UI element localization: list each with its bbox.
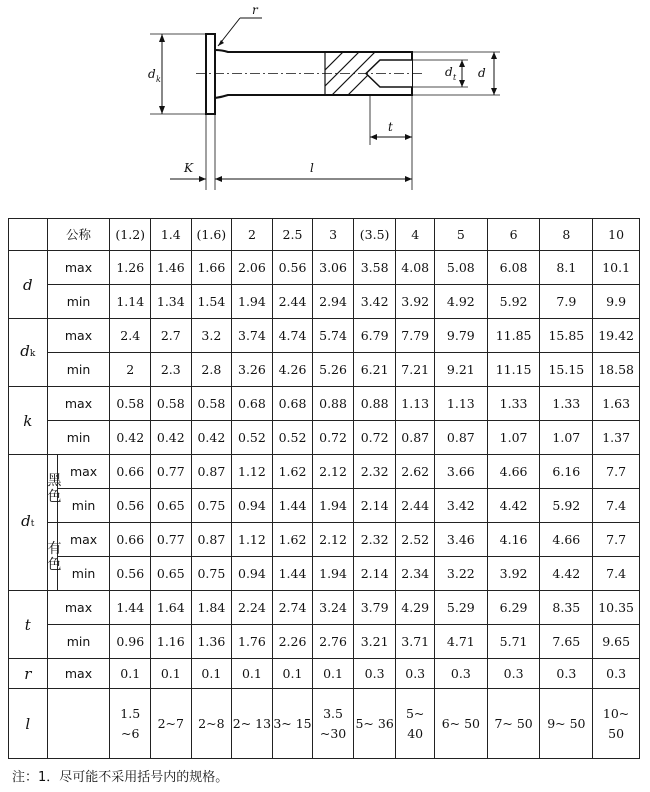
value-cell: 0.87 [434,421,487,455]
value-cell: 2 [110,353,151,387]
value-cell: 0.1 [272,659,313,689]
value-cell: 0.3 [434,659,487,689]
value-cell: 3.21 [353,625,396,659]
t-label: t [388,120,393,134]
l-label: l [310,161,314,175]
value-cell: 5.74 [313,319,354,353]
value-cell: 5.92 [540,489,593,523]
value-cell: 1.66 [191,251,232,285]
min-label: min [47,421,110,455]
value-cell: 5.71 [487,625,540,659]
value-cell: 1.07 [487,421,540,455]
value-cell: 2.12 [313,523,354,557]
value-cell: 3.42 [353,285,396,319]
value-cell: 7.65 [540,625,593,659]
value-cell: 2~8 [191,689,232,759]
rivet-drawing [0,0,650,210]
value-cell: 3.06 [313,251,354,285]
min-label: min [47,353,110,387]
table-row [9,387,640,421]
min-label: min [47,285,110,319]
value-cell: 10~ 50 [593,689,640,759]
value-cell: 3.79 [353,591,396,625]
value-cell: 7.79 [396,319,435,353]
size-cell: 3 [313,219,354,251]
value-cell: 0.3 [396,659,435,689]
table-row [9,353,640,387]
value-cell: 5.92 [487,285,540,319]
value-cell: 1.46 [151,251,192,285]
value-cell: 1.14 [110,285,151,319]
value-cell: 2~ 13 [232,689,273,759]
value-cell: 1.94 [232,285,273,319]
value-cell: 2.32 [353,523,396,557]
value-cell: 1.5 ~6 [110,689,151,759]
value-cell: 10.1 [593,251,640,285]
value-cell: 8.35 [540,591,593,625]
value-cell: 0.58 [191,387,232,421]
value-cell: 19.42 [593,319,640,353]
t-symbol: t [9,591,48,659]
value-cell: 0.52 [232,421,273,455]
value-cell: 0.56 [110,489,151,523]
value-cell: 4.16 [487,523,540,557]
value-cell: 0.94 [232,557,273,591]
value-cell: 3.22 [434,557,487,591]
value-cell: 6.21 [353,353,396,387]
value-cell: 1.37 [593,421,640,455]
value-cell: 5.29 [434,591,487,625]
value-cell: 0.65 [151,489,192,523]
value-cell: 3.46 [434,523,487,557]
value-cell: 0.3 [593,659,640,689]
value-cell: 0.75 [191,489,232,523]
dt-symbol: dt [9,455,48,591]
value-cell: 0.58 [151,387,192,421]
value-cell: 9.9 [593,285,640,319]
value-cell: 2.24 [232,591,273,625]
value-cell: 1.62 [272,523,313,557]
value-cell: 5.26 [313,353,354,387]
value-cell: 1.12 [232,455,273,489]
value-cell: 2.3 [151,353,192,387]
d1-label-sub: t [453,73,457,82]
value-cell: 3.2 [191,319,232,353]
value-cell: 1.33 [487,387,540,421]
max-label: max [57,523,110,557]
value-cell: 0.72 [313,421,354,455]
value-cell: 4.42 [487,489,540,523]
value-cell: 3~ 15 [272,689,313,759]
value-cell: 1.84 [191,591,232,625]
value-cell: 0.94 [232,489,273,523]
value-cell: 2.52 [396,523,435,557]
value-cell: 7.7 [593,523,640,557]
value-cell: 2.62 [396,455,435,489]
k-symbol: k [9,387,48,455]
value-cell: 7.4 [593,489,640,523]
corner-cell [9,219,48,251]
value-cell: 7.21 [396,353,435,387]
value-cell: 1.44 [272,489,313,523]
value-cell: 10.35 [593,591,640,625]
value-cell: 0.3 [540,659,593,689]
value-cell: 4.08 [396,251,435,285]
value-cell: 0.56 [272,251,313,285]
size-cell: 2.5 [272,219,313,251]
value-cell: 5~ 40 [396,689,435,759]
table-row [9,455,640,489]
value-cell: 1.12 [232,523,273,557]
value-cell: 9~ 50 [540,689,593,759]
value-cell: 3.74 [232,319,273,353]
value-cell: 2.32 [353,455,396,489]
value-cell: 1.64 [151,591,192,625]
value-cell: 3.5 ~30 [313,689,354,759]
value-cell: 0.65 [151,557,192,591]
l-symbol: l [9,689,48,759]
value-cell: 0.96 [110,625,151,659]
max-label: max [47,387,110,421]
value-cell: 3.26 [232,353,273,387]
spec-table [8,218,640,759]
value-cell: 1.44 [272,557,313,591]
value-cell: 15.15 [540,353,593,387]
value-cell: 2.7 [151,319,192,353]
table-row [9,523,640,557]
value-cell: 0.88 [313,387,354,421]
value-cell: 0.1 [191,659,232,689]
table-row [9,659,640,689]
dk-label-sub: k [156,75,161,84]
value-cell: 1.13 [396,387,435,421]
value-cell: 2.14 [353,557,396,591]
value-cell: 1.44 [110,591,151,625]
value-cell: 1.07 [540,421,593,455]
max-label: max [57,455,110,489]
value-cell: 4.92 [434,285,487,319]
value-cell: 4.42 [540,557,593,591]
max-label: max [47,591,110,625]
value-cell: 1.76 [232,625,273,659]
value-cell: 2.44 [272,285,313,319]
value-cell: 9.21 [434,353,487,387]
value-cell: 7.9 [540,285,593,319]
table-row [9,489,640,523]
value-cell: 0.87 [191,523,232,557]
value-cell: 6.29 [487,591,540,625]
value-cell: 9.65 [593,625,640,659]
value-cell: 0.68 [232,387,273,421]
value-cell: 0.77 [151,523,192,557]
value-cell: 4.74 [272,319,313,353]
value-cell: 1.34 [151,285,192,319]
value-cell: 3.71 [396,625,435,659]
value-cell: 2~7 [151,689,192,759]
value-cell: 0.42 [110,421,151,455]
max-label: max [47,659,110,689]
value-cell: 7.4 [593,557,640,591]
nominal-label: 公称 [47,219,110,251]
group-black-label: 黑色 [47,455,57,523]
value-cell: 0.58 [110,387,151,421]
value-cell: 1.33 [540,387,593,421]
value-cell: 1.13 [434,387,487,421]
max-label: max [47,319,110,353]
value-cell: 2.94 [313,285,354,319]
table-row [9,625,640,659]
value-cell: 0.87 [191,455,232,489]
value-cell: 4.71 [434,625,487,659]
value-cell: 2.76 [313,625,354,659]
value-cell: 0.1 [313,659,354,689]
value-cell: 0.68 [272,387,313,421]
table-row [9,557,640,591]
value-cell: 2.12 [313,455,354,489]
size-cell: 10 [593,219,640,251]
value-cell: 5.08 [434,251,487,285]
value-cell: 0.66 [110,455,151,489]
blank-cell [47,689,110,759]
value-cell: 2.14 [353,489,396,523]
value-cell: 7.7 [593,455,640,489]
value-cell: 1.16 [151,625,192,659]
value-cell: 0.56 [110,557,151,591]
table-row [9,421,640,455]
value-cell: 0.1 [110,659,151,689]
value-cell: 6~ 50 [434,689,487,759]
table-row [9,591,640,625]
value-cell: 3.92 [396,285,435,319]
value-cell: 1.26 [110,251,151,285]
value-cell: 3.92 [487,557,540,591]
value-cell: 4.29 [396,591,435,625]
value-cell: 6.16 [540,455,593,489]
value-cell: 2.26 [272,625,313,659]
size-cell: 4 [396,219,435,251]
max-label: max [47,251,110,285]
value-cell: 3.66 [434,455,487,489]
size-cell: (1.6) [191,219,232,251]
r-label: r [252,3,258,17]
value-cell: 5~ 36 [353,689,396,759]
size-cell: 5 [434,219,487,251]
value-cell: 0.88 [353,387,396,421]
r-symbol: r [9,659,48,689]
value-cell: 9.79 [434,319,487,353]
k-label: K [184,161,193,175]
value-cell: 4.66 [487,455,540,489]
value-cell: 7~ 50 [487,689,540,759]
value-cell: 3.58 [353,251,396,285]
value-cell: 0.42 [151,421,192,455]
value-cell: 1.54 [191,285,232,319]
value-cell: 2.34 [396,557,435,591]
table-row [9,319,640,353]
table-row [9,285,640,319]
value-cell: 2.8 [191,353,232,387]
value-cell: 0.1 [232,659,273,689]
value-cell: 0.3 [487,659,540,689]
value-cell: 1.94 [313,489,354,523]
value-cell: 6.79 [353,319,396,353]
value-cell: 0.87 [396,421,435,455]
value-cell: 3.24 [313,591,354,625]
value-cell: 1.36 [191,625,232,659]
table-row [9,251,640,285]
value-cell: 0.3 [353,659,396,689]
value-cell: 1.62 [272,455,313,489]
table-row [9,689,640,759]
value-cell: 2.44 [396,489,435,523]
value-cell: 0.77 [151,455,192,489]
value-cell: 0.42 [191,421,232,455]
d-symbol: d [9,251,48,319]
value-cell: 2.4 [110,319,151,353]
value-cell: 0.66 [110,523,151,557]
value-cell: 1.94 [313,557,354,591]
rivet-head [206,34,215,114]
value-cell: 0.72 [353,421,396,455]
value-cell: 8.1 [540,251,593,285]
value-cell: 3.42 [434,489,487,523]
value-cell: 6.08 [487,251,540,285]
value-cell: 15.85 [540,319,593,353]
footnote: 注：1．尽可能不采用括号内的规格。 [12,770,229,785]
size-cell: 2 [232,219,273,251]
dk-symbol: dk [9,319,48,387]
value-cell: 11.85 [487,319,540,353]
value-cell: 1.63 [593,387,640,421]
size-row [9,219,640,251]
d-label: d [478,66,486,80]
value-cell: 0.52 [272,421,313,455]
min-label: min [57,557,110,591]
size-cell: 6 [487,219,540,251]
size-cell: (3.5) [353,219,396,251]
size-cell: 1.4 [151,219,192,251]
d1-label: d [445,65,453,79]
value-cell: 4.26 [272,353,313,387]
value-cell: 4.66 [540,523,593,557]
min-label: min [57,489,110,523]
dk-label: d [148,67,156,81]
value-cell: 2.74 [272,591,313,625]
size-cell: (1.2) [110,219,151,251]
value-cell: 18.58 [593,353,640,387]
size-cell: 8 [540,219,593,251]
min-label: min [47,625,110,659]
value-cell: 2.06 [232,251,273,285]
value-cell: 11.15 [487,353,540,387]
group-color-label: 有色 [47,523,57,591]
value-cell: 0.1 [151,659,192,689]
value-cell: 0.75 [191,557,232,591]
